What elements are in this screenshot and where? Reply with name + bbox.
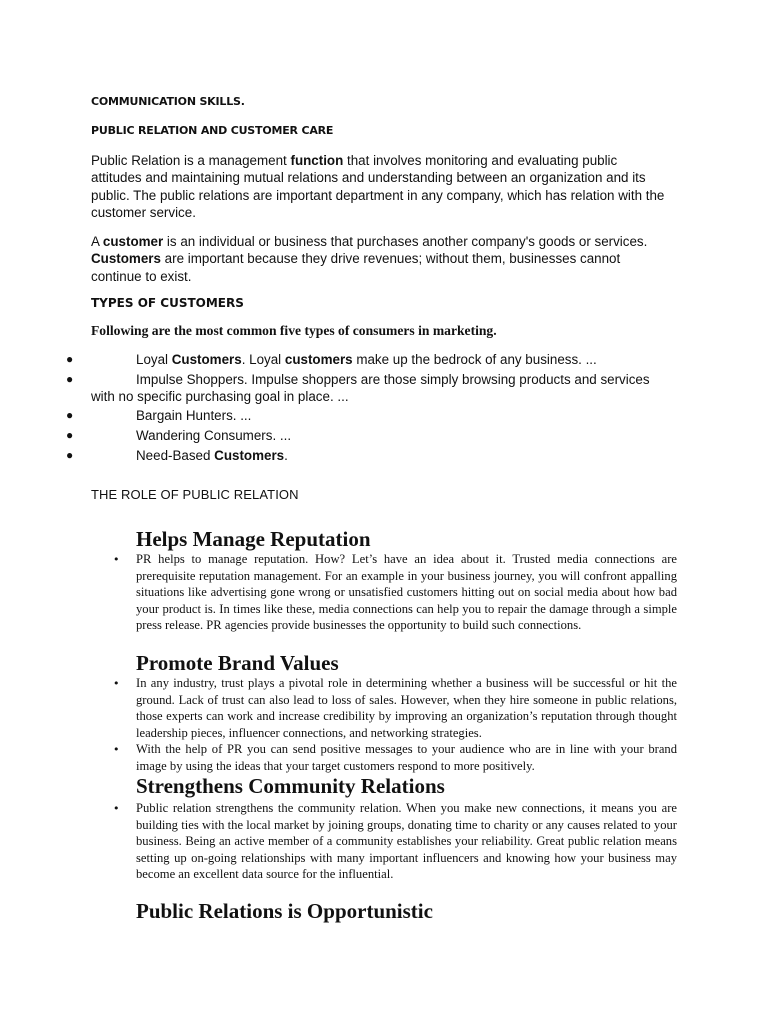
type-text: Impulse Shoppers. Impulse shoppers are those simply browsing products and services	[136, 372, 650, 387]
types-intro: Following are the most common five types of consumers in marketing.	[91, 323, 497, 338]
type-bold: customers	[284, 352, 353, 367]
type-text: make up the bedrock of any business. ...	[352, 352, 597, 367]
type-text: .	[284, 448, 288, 463]
bullet-icon: ●	[66, 408, 74, 422]
type-text: Wandering Consumers. ...	[136, 428, 292, 443]
type-text: Bargain Hunters. ...	[136, 408, 252, 423]
bullet-icon: ●	[66, 372, 74, 386]
type-bold: Customers	[171, 352, 242, 367]
bullet-icon: ●	[66, 428, 74, 442]
bullet-icon: ●	[66, 448, 74, 462]
section-paragraph: In any industry, trust plays a pivotal role in determining whether a business will be successful or hit the ground. Lack of trust can also lead to loss of sales. However, when they hire someone in public relations, those experts can work and increase credibility by improving an organization’s reputation through thought leadership pieces, influencer connections, and networking strategies.	[136, 676, 677, 740]
section-paragraph: PR helps to manage reputation. How? Let’s have an idea about it. Trusted media connections are prerequisite reputation management. For an example in your business journey, you will confront appalling situations like advertising gone wrong or unsatisfied customers hitting out on social media about how bad your product is. In times like these, media connections can help you to repair the damage through a simple press release. PR agencies provide businesses the opportunity to build such connections.	[136, 552, 677, 632]
doc-title: COMMUNICATION SKILLS.	[91, 95, 245, 108]
para1-text-a: Public Relation is a management	[91, 153, 291, 168]
section-paragraph: With the help of PR you can send positive messages to your audience who are in line with your brand image by using the ideas that your target customers respond to more positively.	[136, 742, 677, 773]
types-heading: TYPES OF CUSTOMERS	[91, 296, 244, 310]
type-text: . Loyal	[241, 352, 285, 367]
type-text: Loyal	[136, 352, 172, 367]
customer-paragraph	[91, 233, 671, 285]
para2-text-c: is an individual or business that purchases another company's goods or services.	[163, 234, 648, 249]
bullet-icon: •	[113, 802, 120, 815]
section-heading: Promote Brand Values	[136, 651, 339, 675]
para1-bold: function	[290, 153, 344, 168]
type-bold: Customers	[214, 448, 285, 463]
type-text: Need-Based	[136, 448, 215, 463]
doc-subtitle: PUBLIC RELATION AND CUSTOMER CARE	[91, 124, 334, 137]
section-heading: Public Relations is Opportunistic	[136, 899, 433, 923]
para2-bold-customer: customer	[102, 234, 164, 249]
section-paragraph: Public relation strengthens the community relation. When you make new connections, it means you are building ties with the local market by joining groups, donating time to charity or any causes related to your business. Being an active member of a community establishes your reliability. Great public relation means setting up on-going relationships with many important influencers and knowing how your business may become an excellent data source for the influential.	[136, 801, 677, 881]
para2-bold-customers: Customers	[91, 251, 161, 267]
para1-text-c: that involves monitoring and evaluating public attitudes and maintaining mutual relations and understanding between an organization and its public. The public relations are important department in any company, which has relation with the customer service.	[91, 153, 665, 221]
role-heading: THE ROLE OF PUBLIC RELATION	[91, 487, 299, 502]
bullet-icon: •	[113, 743, 120, 756]
para2-text-a: A	[91, 234, 103, 249]
section-heading: Strengthens Community Relations	[136, 774, 445, 798]
bullet-icon: ●	[66, 352, 74, 366]
para2-text-e: are important because they drive revenues; without them, businesses cannot continue to exist.	[91, 251, 621, 284]
intro-paragraph	[91, 152, 671, 222]
bullet-icon: •	[113, 677, 120, 690]
bullet-icon: •	[113, 553, 120, 566]
type-text: with no specific purchasing goal in place. ...	[91, 389, 349, 404]
section-heading: Helps Manage Reputation	[136, 527, 371, 551]
